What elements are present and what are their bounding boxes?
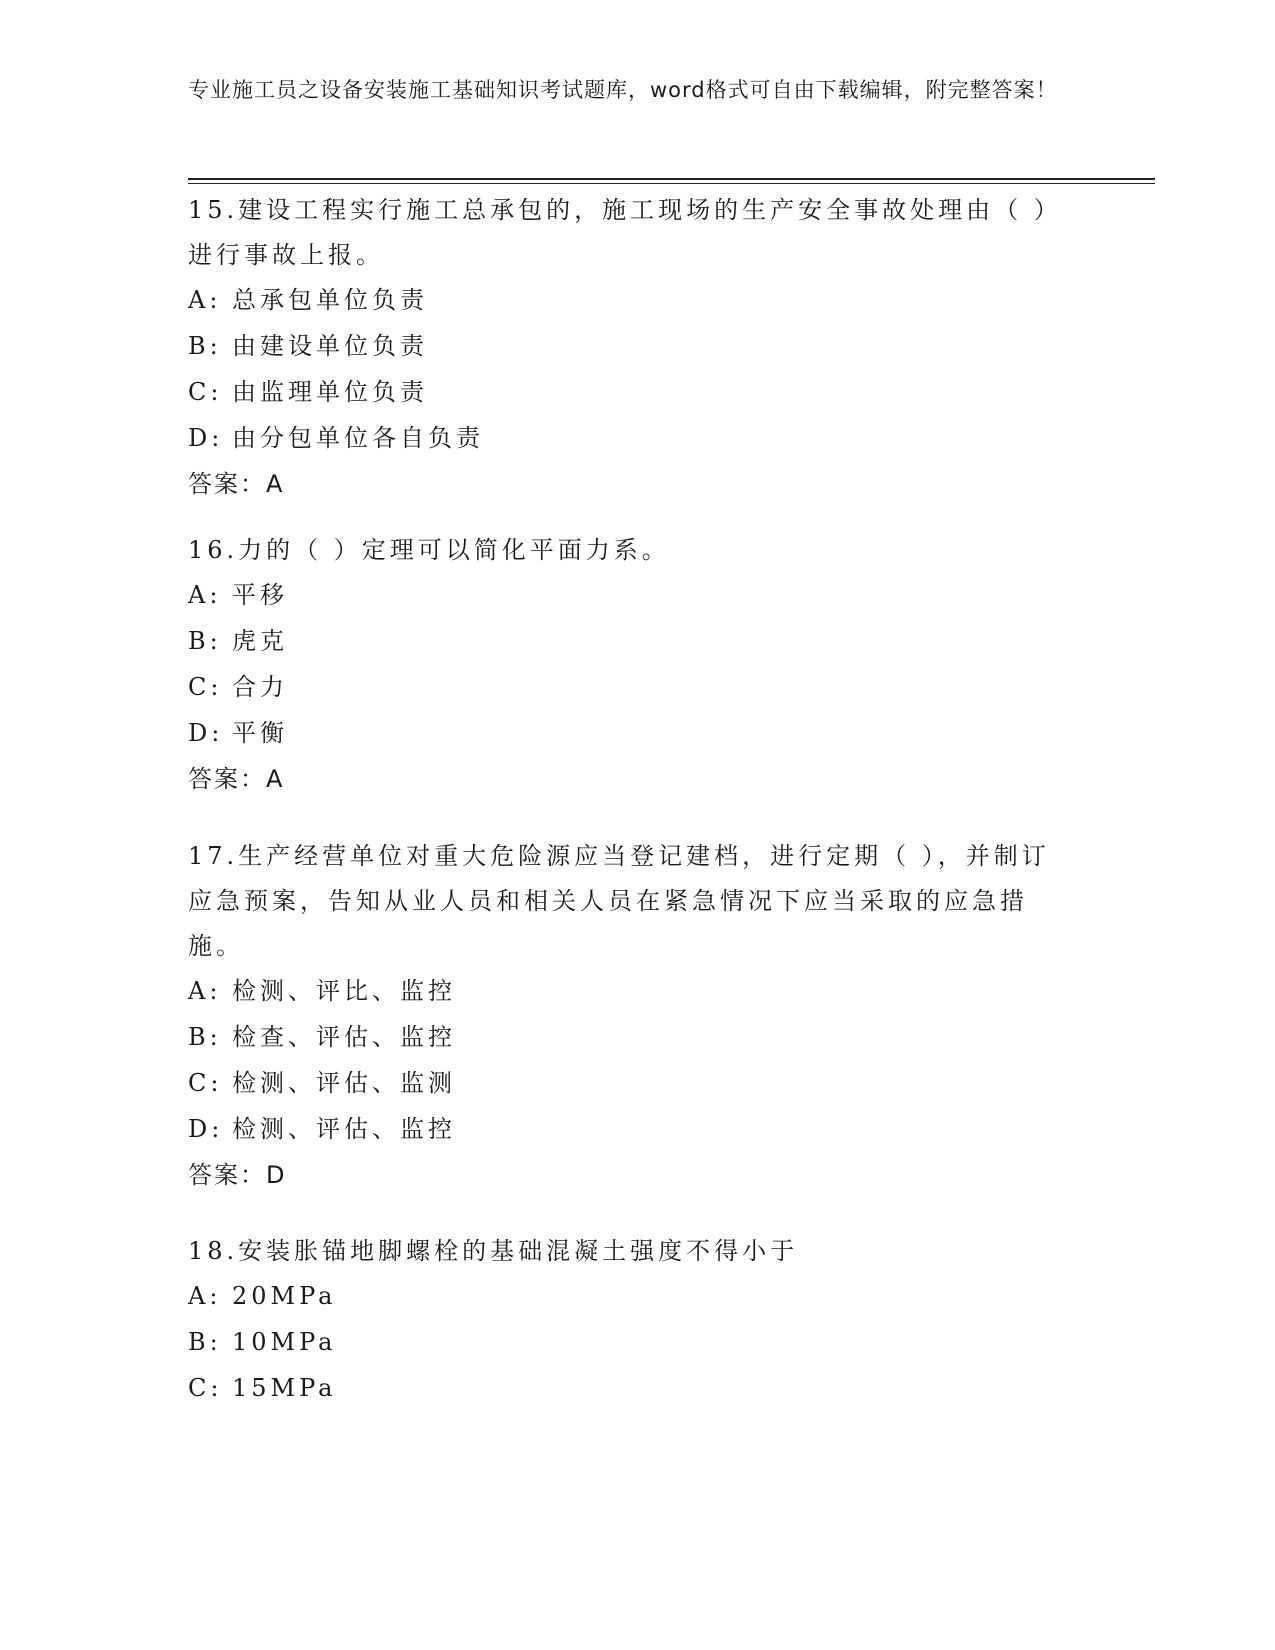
option-text: 由监理单位负责: [232, 378, 428, 406]
document-header: 专业施工员之设备安装施工基础知识考试题库，word格式可自由下载编辑，附完整答案！: [188, 78, 1058, 102]
option-b: [188, 324, 1068, 370]
option-text: 检测、评估、监测: [232, 1069, 456, 1097]
option-text: 由分包单位各自负责: [232, 424, 484, 452]
question-stem: 16.力的（ ）定理可以简化平面力系。: [188, 536, 670, 564]
option-letter: D:: [188, 719, 224, 747]
option-text: 10MPa: [232, 1328, 337, 1356]
option-letter: D:: [188, 424, 224, 452]
option-letter: A:: [188, 977, 222, 1005]
question-stem: 17.生产经营单位对重大危险源应当登记建档，进行定期（ ），并制订应急预案，告知从业人员和相关人员在紧急情况下应当采取的应急措施。: [188, 842, 1050, 960]
option-a: [188, 1274, 1068, 1320]
option-text: 由建设单位负责: [232, 332, 428, 360]
option-letter: D:: [188, 1115, 224, 1143]
option-letter: B:: [188, 332, 222, 360]
answer: 答案：D: [188, 1161, 287, 1189]
question-18: [188, 1229, 1068, 1412]
answer: 答案：A: [188, 470, 285, 498]
option-d: [188, 1107, 1068, 1153]
option-text: 合力: [232, 673, 288, 701]
option-b: [188, 1320, 1068, 1366]
question-17: [188, 834, 1068, 1199]
option-c: [188, 1061, 1068, 1107]
option-letter: B:: [188, 1023, 222, 1051]
option-c: [188, 1366, 1068, 1412]
option-letter: B:: [188, 1328, 222, 1356]
option-a: [188, 278, 1068, 324]
option-letter: A:: [188, 286, 222, 314]
option-d: [188, 711, 1068, 757]
header-rule-thick: [188, 178, 1155, 180]
option-text: 平衡: [232, 719, 288, 747]
option-b: [188, 619, 1068, 665]
question-15: [188, 188, 1068, 508]
question-16: [188, 528, 1068, 803]
option-letter: B:: [188, 627, 222, 655]
option-letter: C:: [188, 378, 223, 406]
option-a: [188, 573, 1068, 619]
option-text: 总承包单位负责: [232, 286, 428, 314]
option-c: [188, 665, 1068, 711]
option-text: 15MPa: [232, 1374, 337, 1402]
option-letter: A:: [188, 1282, 222, 1310]
question-stem: 18.安装胀锚地脚螺栓的基础混凝土强度不得小于: [188, 1237, 799, 1265]
option-text: 检测、评估、监控: [232, 1115, 456, 1143]
option-text: 检查、评估、监控: [232, 1023, 456, 1051]
option-text: 平移: [232, 581, 288, 609]
answer: 答案：A: [188, 765, 285, 793]
option-letter: A:: [188, 581, 222, 609]
option-text: 虎克: [232, 627, 288, 655]
header-rule-thin: [188, 183, 1155, 184]
option-c: [188, 370, 1068, 416]
option-letter: C:: [188, 1374, 223, 1402]
option-d: [188, 416, 1068, 462]
option-a: [188, 969, 1068, 1015]
option-b: [188, 1015, 1068, 1061]
option-text: 20MPa: [232, 1282, 337, 1310]
option-letter: C:: [188, 673, 223, 701]
option-letter: C:: [188, 1069, 223, 1097]
question-stem: 15.建设工程实行施工总承包的，施工现场的生产安全事故处理由（ ）进行事故上报。: [188, 196, 1062, 269]
option-text: 检测、评比、监控: [232, 977, 456, 1005]
